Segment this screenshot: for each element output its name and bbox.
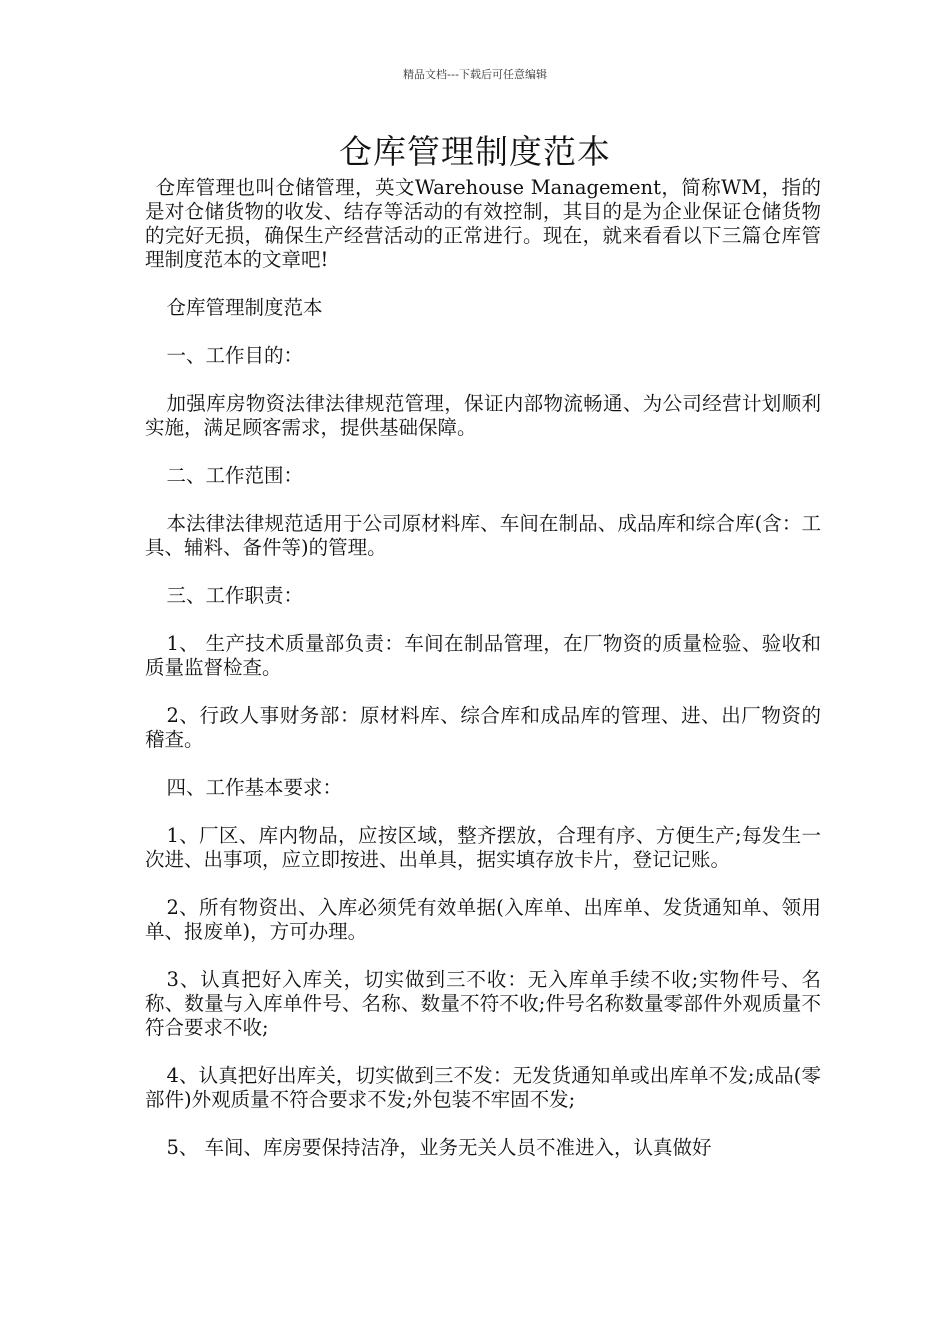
intro-paragraph: 仓库管理也叫仓储管理，英文Warehouse Management，简称WM，指的是对仓储货物的收发、结存等活动的有效控制，其目的是为企业保证仓储货物的完好无损，确保生产经营活动的正常进行。现在，就来看看以下三篇仓库管理制度范本的文章吧!: [145, 176, 821, 271]
body-paragraph: 2、行政人事财务部：原材料库、综合库和成品库的管理、进、出厂物资的稽查。: [145, 704, 821, 751]
body-paragraph: 5、 车间、库房要保持洁净，业务无关人员不准进入，认真做好: [166, 1136, 712, 1159]
section-heading: 四、工作基本要求：: [166, 776, 342, 799]
section-heading: 仓库管理制度范本: [166, 296, 323, 319]
section-heading: 一、工作目的：: [166, 344, 303, 367]
body-paragraph: 加强库房物资法律法律规范管理，保证内部物流畅通、为公司经营计划顺利实施，满足顾客需求，提供基础保障。: [145, 392, 821, 439]
body-paragraph: 1、 生产技术质量部负责：车间在制品管理，在厂物资的质量检验、验收和质量监督检查。: [145, 632, 821, 679]
document-body: [145, 176, 821, 1160]
body-paragraph: 2、所有物资出、入库必须凭有效单据(入库单、出库单、发货通知单、领用单、报废单)，方可办理。: [145, 896, 821, 943]
section-heading: 二、工作范围：: [166, 464, 303, 487]
header-note: 精品文档---下载后可任意编辑: [403, 68, 547, 81]
body-paragraph: 1、厂区、库内物品，应按区域，整齐摆放，合理有序、方便生产;每发生一次进、出事项，应立即按进、出单具，据实填存放卡片，登记记账。: [145, 824, 821, 871]
body-paragraph: 3、认真把好入库关，切实做到三不收：无入库单手续不收;实物件号、名称、数量与入库单件号、名称、数量不符不收;件号名称数量零部件外观质量不符合要求不收;: [145, 968, 821, 1039]
document-title: 仓库管理制度范本: [339, 132, 611, 171]
body-paragraph: 4、认真把好出库关，切实做到三不发：无发货通知单或出库单不发;成品(零部件)外观质量不符合要求不发;外包装不牢固不发;: [145, 1064, 821, 1111]
body-paragraph: 本法律法律规范适用于公司原材料库、车间在制品、成品库和综合库(含：工具、辅料、备件等)的管理。: [145, 512, 821, 559]
section-heading: 三、工作职责：: [166, 584, 303, 607]
